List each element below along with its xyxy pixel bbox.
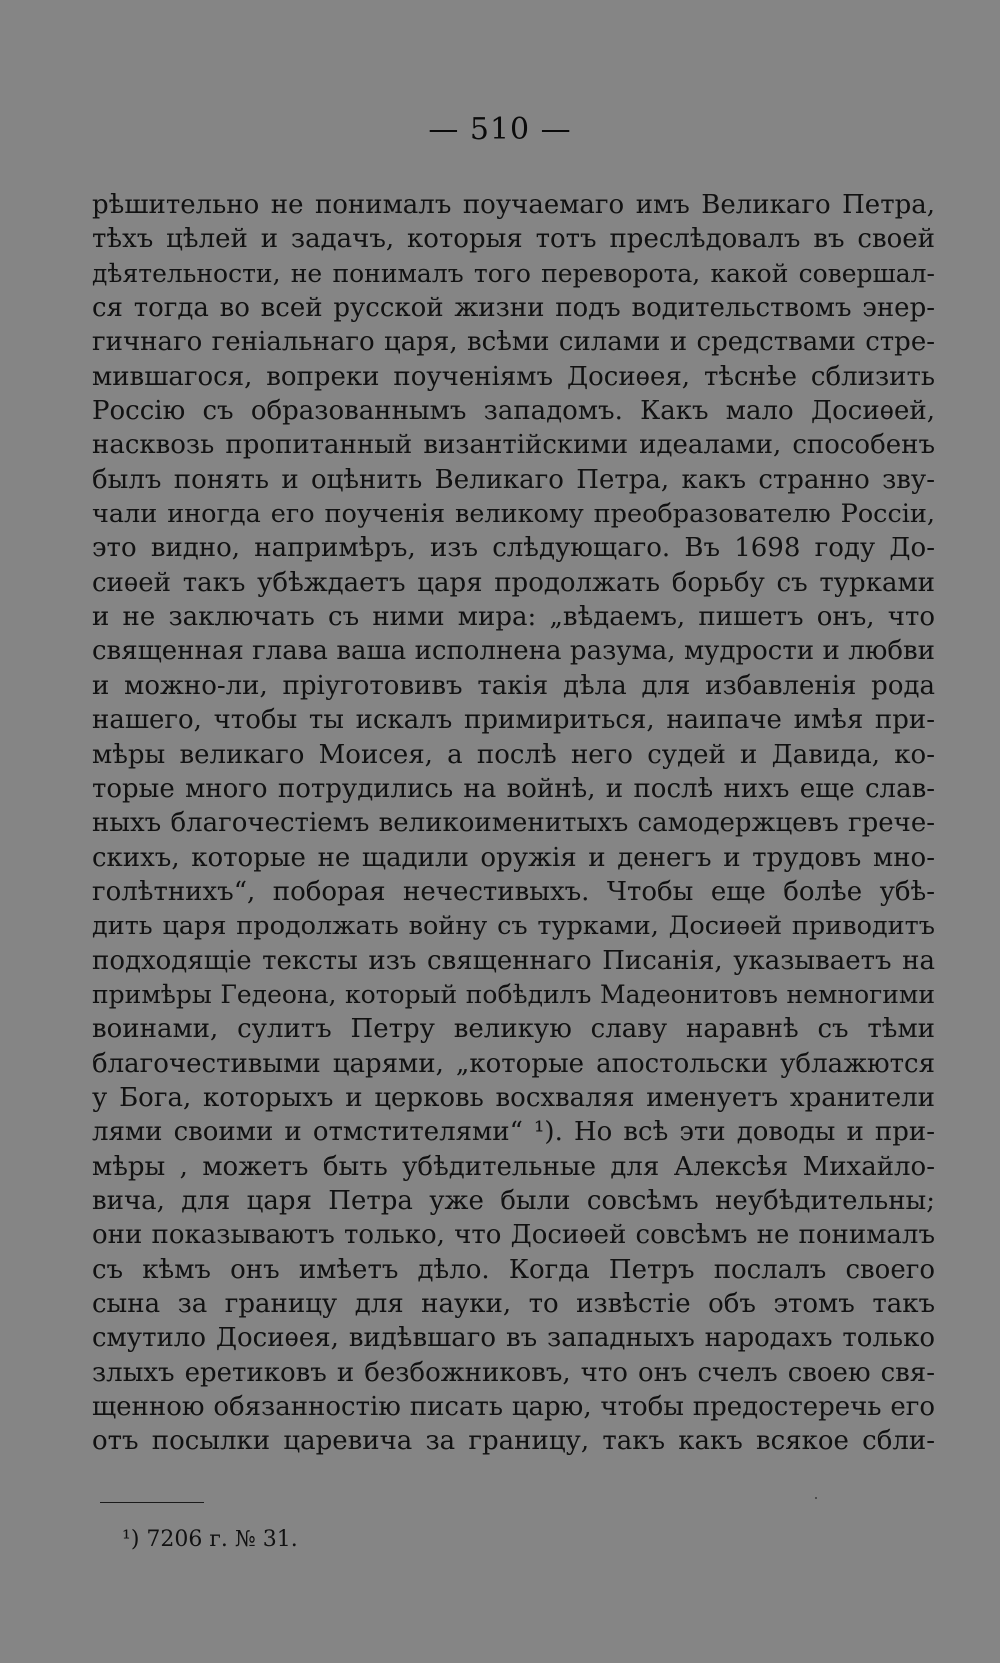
- text-line: сиѳей такъ убѣждаетъ царя продолжать борьбу съ турками: [92, 567, 935, 598]
- text-line: тѣхъ цѣлей и задачъ, которыя тотъ преслѣдовалъ въ своей: [92, 224, 935, 255]
- text-line: торые много потрудились на войнѣ, и послѣ нихъ еще слав-: [92, 773, 935, 804]
- text-line: злыхъ еретиковъ и безбожниковъ, что онъ счелъ своею свя-: [92, 1357, 935, 1388]
- page-number: — 510 —: [428, 112, 572, 147]
- text-line: щенною обязанностію писать царю, чтобы предостеречь его: [92, 1392, 935, 1423]
- text-line: священная глава ваша исполнена разума, мудрости и любви: [92, 636, 935, 667]
- text-line: былъ понять и оцѣнить Великаго Петра, какъ странно зву-: [92, 464, 935, 495]
- text-line: рѣшительно не понималъ поучаемаго имъ Великаго Петра,: [92, 190, 935, 220]
- text-line: сына за границу для науки, то извѣстіе объ этомъ такъ: [92, 1289, 935, 1319]
- text-line: смутило Досиѳея, видѣвшаго въ западныхъ народахъ только: [92, 1323, 935, 1354]
- text-line: чали иногда его поученія великому преобразователю Россіи,: [92, 499, 935, 530]
- text-line: мѣры великаго Моисея, а послѣ него судей и Давида, ко-: [92, 739, 935, 770]
- text-line: и не заключать съ ними мира: „вѣдаемъ, пишетъ онъ, что: [92, 602, 935, 633]
- text-line: гичнаго геніальнаго царя, всѣми силами и средствами стре-: [92, 327, 935, 358]
- text-line: это видно, напримѣръ, изъ слѣдующаго. Въ 1698 году До-: [92, 533, 935, 564]
- text-line: отъ посылки царевича за границу, такъ какъ всякое сбли-: [92, 1426, 935, 1457]
- footnote: ¹) 7206 г. № 31.: [122, 1527, 298, 1552]
- footnote-divider: [100, 1502, 204, 1503]
- text-line: у Бога, которыхъ и церковь восхваляя именуетъ хранители: [92, 1082, 935, 1113]
- text-line: дить царя продолжать войну съ турками, Досиѳей приводитъ: [92, 911, 935, 942]
- text-line: съ кѣмъ онъ имѣетъ дѣло. Когда Петръ послалъ своего: [92, 1254, 935, 1285]
- text-line: благочестивыми царями, „которые апостольски ублажются: [92, 1048, 935, 1079]
- text-line: они показываютъ только, что Досиѳей совсѣмъ не понималъ: [92, 1220, 935, 1251]
- text-line: голѣтнихъ“, поборая нечестивыхъ. Чтобы еще болѣе убѣ-: [92, 876, 935, 907]
- text-line: насквозь пропитанный византійскими идеалами, способенъ: [92, 430, 935, 461]
- print-speck: [815, 1497, 817, 1499]
- text-line: ныхъ благочестіемъ великоименитыхъ самодержцевъ грече-: [92, 808, 935, 839]
- text-line: вича, для царя Петра уже были совсѣмъ неубѣдительны;: [92, 1185, 935, 1216]
- text-line: ся тогда во всей русской жизни подъ водительствомъ энер-: [92, 293, 935, 324]
- text-line: подходящіе тексты изъ священнаго Писанія, указываетъ на: [92, 945, 935, 976]
- text-line: мившагося, вопреки поученіямъ Досиѳея, тѣснѣе сблизить: [92, 361, 935, 392]
- text-line: примѣры Гедеона, который побѣдилъ Мадеонитовъ немногими: [92, 979, 935, 1009]
- text-line: и можно-ли, пріуготовивъ такія дѣла для избавленія рода: [92, 670, 935, 701]
- body-text: [92, 188, 935, 1459]
- text-line: мѣры , можетъ быть убѣдительные для Алексѣя Михайло-: [92, 1151, 935, 1182]
- text-line: дѣятельности, не понималъ того переворота, какой совершал-: [92, 258, 935, 288]
- text-line: воинами, сулитъ Петру великую славу наравнѣ съ тѣми: [92, 1014, 935, 1045]
- text-line: лями своими и отмстителями“ ¹). Но всѣ эти доводы и при-: [92, 1117, 935, 1148]
- text-line: нашего, чтобы ты искалъ примириться, наипаче имѣя при-: [92, 705, 935, 736]
- text-line: Россію съ образованнымъ западомъ. Какъ мало Досиѳей,: [92, 396, 935, 427]
- text-line: скихъ, которые не щадили оружія и денегъ и трудовъ мно-: [92, 842, 935, 873]
